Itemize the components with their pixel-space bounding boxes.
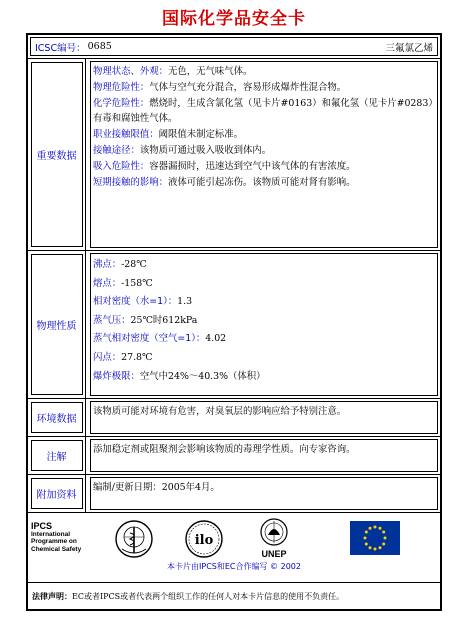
property-line: 短期接触的影响：液体可能引起冻伤。该物质可能对肾有影响。 bbox=[93, 176, 356, 188]
ipcs-logo-text: IPCS International Programme on Chemical Safety bbox=[31, 521, 82, 553]
icsc-row bbox=[28, 35, 440, 59]
additional-row bbox=[28, 475, 440, 513]
property-line: 闪点：27.8℃ bbox=[93, 351, 153, 363]
icsc-number: 0685 bbox=[87, 41, 112, 52]
environment-text: 该物质可能对环境有危害，对臭氧层的影响应给予特别注意。 bbox=[90, 401, 438, 434]
notes-row bbox=[28, 437, 440, 475]
environment-label: 环境数据 bbox=[36, 414, 77, 425]
credit-text: 本卡片由IPCS和EC合作编写 © 2002 bbox=[167, 562, 301, 571]
property-line: 熔点：-158℃ bbox=[93, 277, 153, 289]
disclaimer-text: EC或者IPCS或者代表两个组织工作的任何人对本卡片信息的使用不负责任。 bbox=[72, 591, 345, 601]
property-line: 吸入危险性：容器漏损时，迅速达到空气中该气体的有害浓度。 bbox=[93, 160, 356, 172]
property-line: 物理状态、外观：无色，无气味气体。 bbox=[93, 66, 253, 77]
property-line: 蒸气相对密度（空气=1）：4.02 bbox=[93, 333, 227, 345]
property-line: 蒸气压：25℃时612kPa bbox=[93, 314, 198, 326]
who-logo-icon bbox=[114, 519, 154, 559]
environment-row bbox=[28, 399, 440, 437]
property-line: 沸点：-28℃ bbox=[93, 259, 147, 270]
disclaimer-label: 法律声明： bbox=[32, 591, 72, 601]
unep-logo-icon bbox=[254, 517, 294, 551]
icsc-label: ICSC编号： bbox=[35, 42, 86, 54]
property-line: 相对密度（水=1）：1.3 bbox=[93, 296, 193, 308]
property-line: 爆炸极限：空气中24%～40.3%（体积） bbox=[93, 370, 266, 382]
additional-text: 编制/更新日期：2005年4月。 bbox=[90, 477, 438, 510]
additional-label: 附加资料 bbox=[36, 490, 77, 501]
important-data-row bbox=[28, 59, 440, 251]
chemical-name: 三氟氯乙烯 bbox=[385, 42, 433, 54]
card-title: 国际化学品安全卡 bbox=[162, 9, 306, 29]
eu-flag-icon bbox=[350, 521, 400, 555]
svg-text:ilo: ilo bbox=[194, 533, 214, 548]
physical-properties-label: 物理性质 bbox=[36, 321, 77, 332]
logos-row bbox=[28, 513, 440, 583]
property-line: 职业接触限值：阈限值未制定标准。 bbox=[93, 129, 244, 141]
property-line: 化学危险性：燃烧时，生成含氯化氢（见卡片#0163）和氟化氢（见卡片#0283）有毒和腐蚀性气体。 bbox=[93, 97, 434, 125]
ilo-logo-icon bbox=[184, 519, 224, 559]
physical-properties-row bbox=[28, 251, 440, 399]
property-line: 接触途径：该物质可通过吸入吸收到体内。 bbox=[93, 144, 272, 156]
unep-label: UNEP bbox=[261, 549, 287, 559]
physical-properties-content bbox=[90, 253, 438, 396]
notes-label: 注解 bbox=[46, 452, 67, 463]
property-line: 物理危险性：气体与空气充分混合，容易形成爆炸性混合物。 bbox=[93, 81, 347, 93]
important-data-content bbox=[90, 61, 438, 248]
important-data-label: 重要数据 bbox=[36, 151, 77, 162]
card-table bbox=[26, 33, 442, 611]
notes-text: 添加稳定剂或阻聚剂会影响该物质的毒理学性质。向专家咨询。 bbox=[90, 439, 438, 472]
disclaimer-row bbox=[28, 583, 440, 609]
